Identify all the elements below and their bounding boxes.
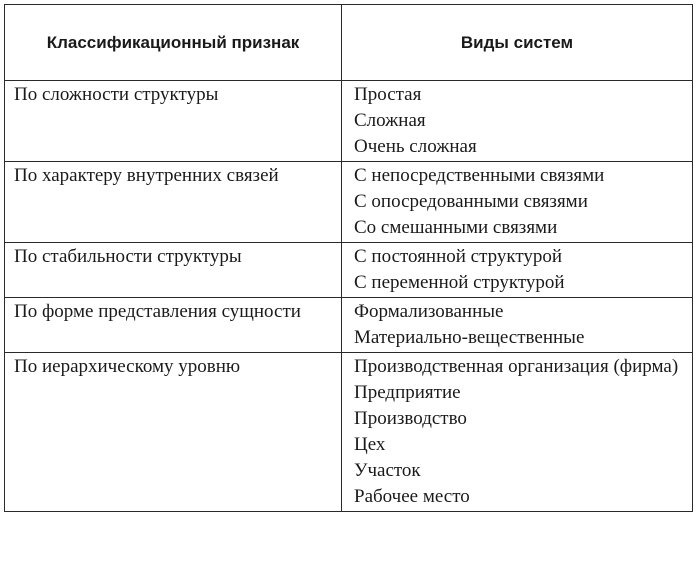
system-type: Участок: [354, 460, 421, 481]
systems-classification-table: [4, 4, 693, 512]
header-types: Виды систем: [342, 5, 693, 81]
criterion-cell: По сложности структуры: [5, 81, 342, 162]
table-row: [5, 353, 693, 512]
types-cell: [342, 298, 693, 353]
system-type: Формализованные: [354, 301, 504, 322]
system-type: Сложная: [354, 110, 426, 131]
types-cell: [342, 81, 693, 162]
table-row: [5, 81, 693, 162]
system-type: Очень сложная: [354, 136, 477, 157]
system-type: С опосредованными связями: [354, 191, 588, 212]
types-cell: [342, 353, 693, 512]
header-row: [5, 5, 693, 81]
system-type: Материально-вещественные: [354, 327, 585, 348]
system-type: С переменной структурой: [354, 272, 565, 293]
header-criterion: Классификационный признак: [5, 5, 342, 81]
system-type: Рабочее место: [354, 486, 470, 507]
table-row: [5, 162, 693, 243]
system-type: Со смешанными связями: [354, 217, 558, 238]
system-type: С постоянной структурой: [354, 246, 563, 267]
table-row: [5, 243, 693, 298]
system-type: Простая: [354, 84, 422, 105]
criterion-cell: По форме представления сущности: [5, 298, 342, 353]
types-cell: [342, 243, 693, 298]
criterion-cell: По стабильности структуры: [5, 243, 342, 298]
table-body: [5, 81, 693, 512]
table-row: [5, 298, 693, 353]
system-type: Цех: [354, 434, 386, 455]
criterion-cell: По характеру внутренних связей: [5, 162, 342, 243]
system-type: С непосредственными связями: [354, 165, 605, 186]
system-type: Предприятие: [354, 382, 461, 403]
types-cell: [342, 162, 693, 243]
system-type: Производственная организация (фирма): [354, 356, 679, 377]
system-type: Производство: [354, 408, 467, 429]
criterion-cell: По иерархическому уровню: [5, 353, 342, 512]
table-header: [5, 5, 693, 81]
